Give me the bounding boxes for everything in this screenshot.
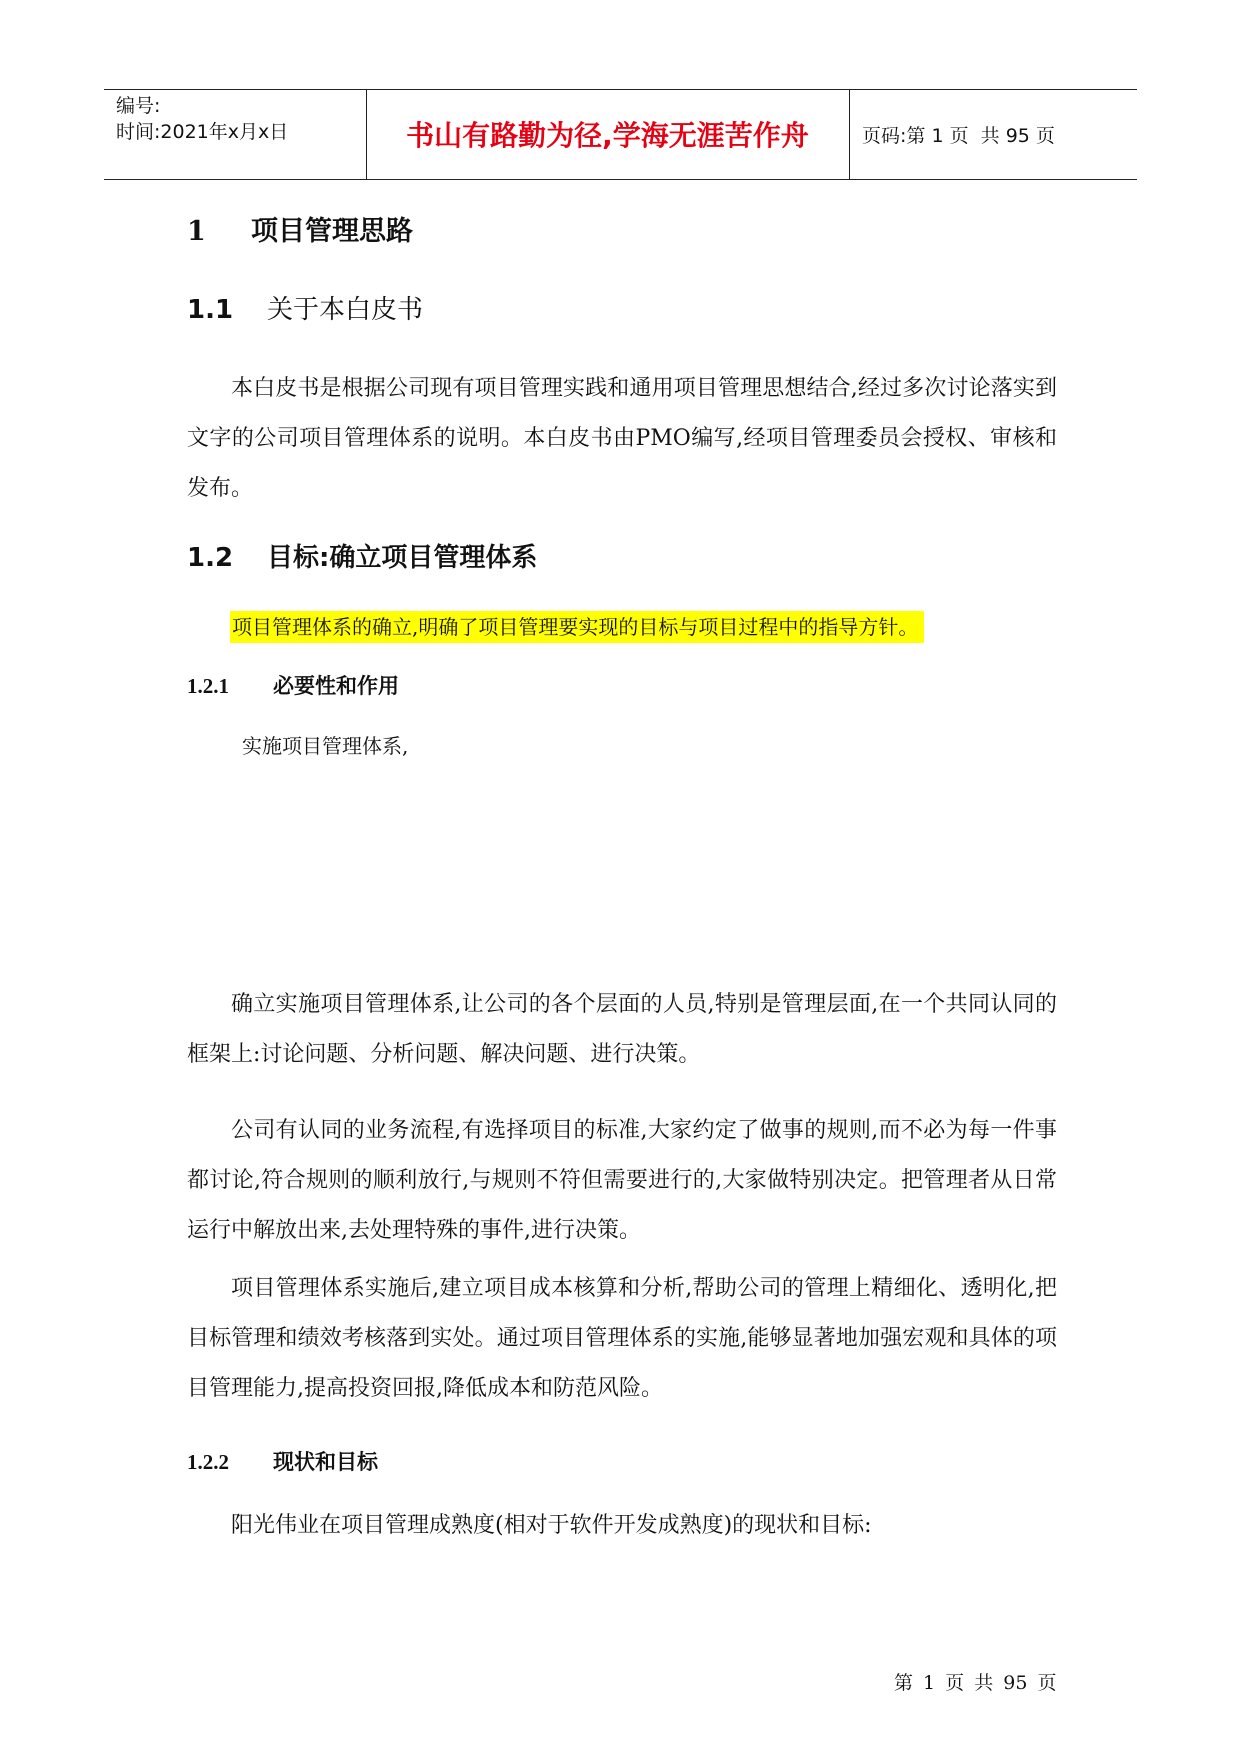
- section-title: 项目管理思路: [251, 216, 413, 247]
- section-number: 1.1: [187, 295, 234, 325]
- section-title: 关于本白皮书: [267, 295, 424, 325]
- section-number: 1.2: [187, 543, 234, 573]
- header-motto: 书山有路勤为径,学海无涯苦作舟: [406, 119, 809, 152]
- implement-line: 实施项目管理体系,: [242, 734, 409, 758]
- intro-paragraph: 本白皮书是根据公司现有项目管理实践和通用项目管理思想结合,经过多次讨论落实到文字的公司项目管理体系的说明。本白皮书由PMO编写,经项目管理委员会授权、审核和发布。: [187, 376, 1057, 501]
- page-header: [104, 89, 1137, 180]
- section-number: 1: [187, 216, 206, 247]
- body-paragraph: 确立实施项目管理体系,让公司的各个层面的人员,特别是管理层面,在一个共同认同的框架上:讨论问题、分析问题、解决问题、进行决策。: [187, 992, 1057, 1067]
- section-title: 现状和目标: [273, 1450, 378, 1474]
- section-heading-1: [187, 212, 413, 252]
- section-number: 1.2.1: [187, 674, 229, 698]
- section-title: 必要性和作用: [273, 674, 399, 698]
- header-meta: [116, 93, 288, 145]
- section-heading-1-1: [187, 290, 423, 330]
- highlighted-text: 项目管理体系的确立,明确了项目管理要实现的目标与项目过程中的指导方针。: [230, 611, 924, 643]
- section-heading-1-2-2: [187, 1446, 378, 1478]
- number-label: 编号:: [116, 95, 161, 117]
- section-heading-1-2: [187, 538, 537, 578]
- header-divider: [849, 90, 850, 179]
- body-paragraph: 项目管理体系实施后,建立项目成本核算和分析,帮助公司的管理上精细化、透明化,把目标管理和绩效考核落到实处。通过项目管理体系的实施,能够显著地加强宏观和具体的项目管理能力,提高投资回报,降低成本和防范风险。: [187, 1276, 1057, 1401]
- body-paragraph: 公司有认同的业务流程,有选择项目的标准,大家约定了做事的规则,而不必为每一件事都讨论,符合规则的顺利放行,与规则不符但需要进行的,大家做特别决定。把管理者从日常运行中解放出来,去处理特殊的事件,进行决策。: [187, 1118, 1057, 1243]
- status-paragraph: 阳光伟业在项目管理成熟度(相对于软件开发成熟度)的现状和目标:: [231, 1513, 872, 1538]
- section-heading-1-2-1: [187, 670, 399, 702]
- time-label: 时间:2021年x月x日: [116, 121, 289, 143]
- page-footer: 第 1 页 共 95 页: [894, 1672, 1057, 1694]
- section-number: 1.2.2: [187, 1450, 229, 1474]
- section-title: 目标:确立项目管理体系: [267, 543, 538, 573]
- header-page-info: 页码:第 1 页 共 95 页: [862, 124, 1055, 147]
